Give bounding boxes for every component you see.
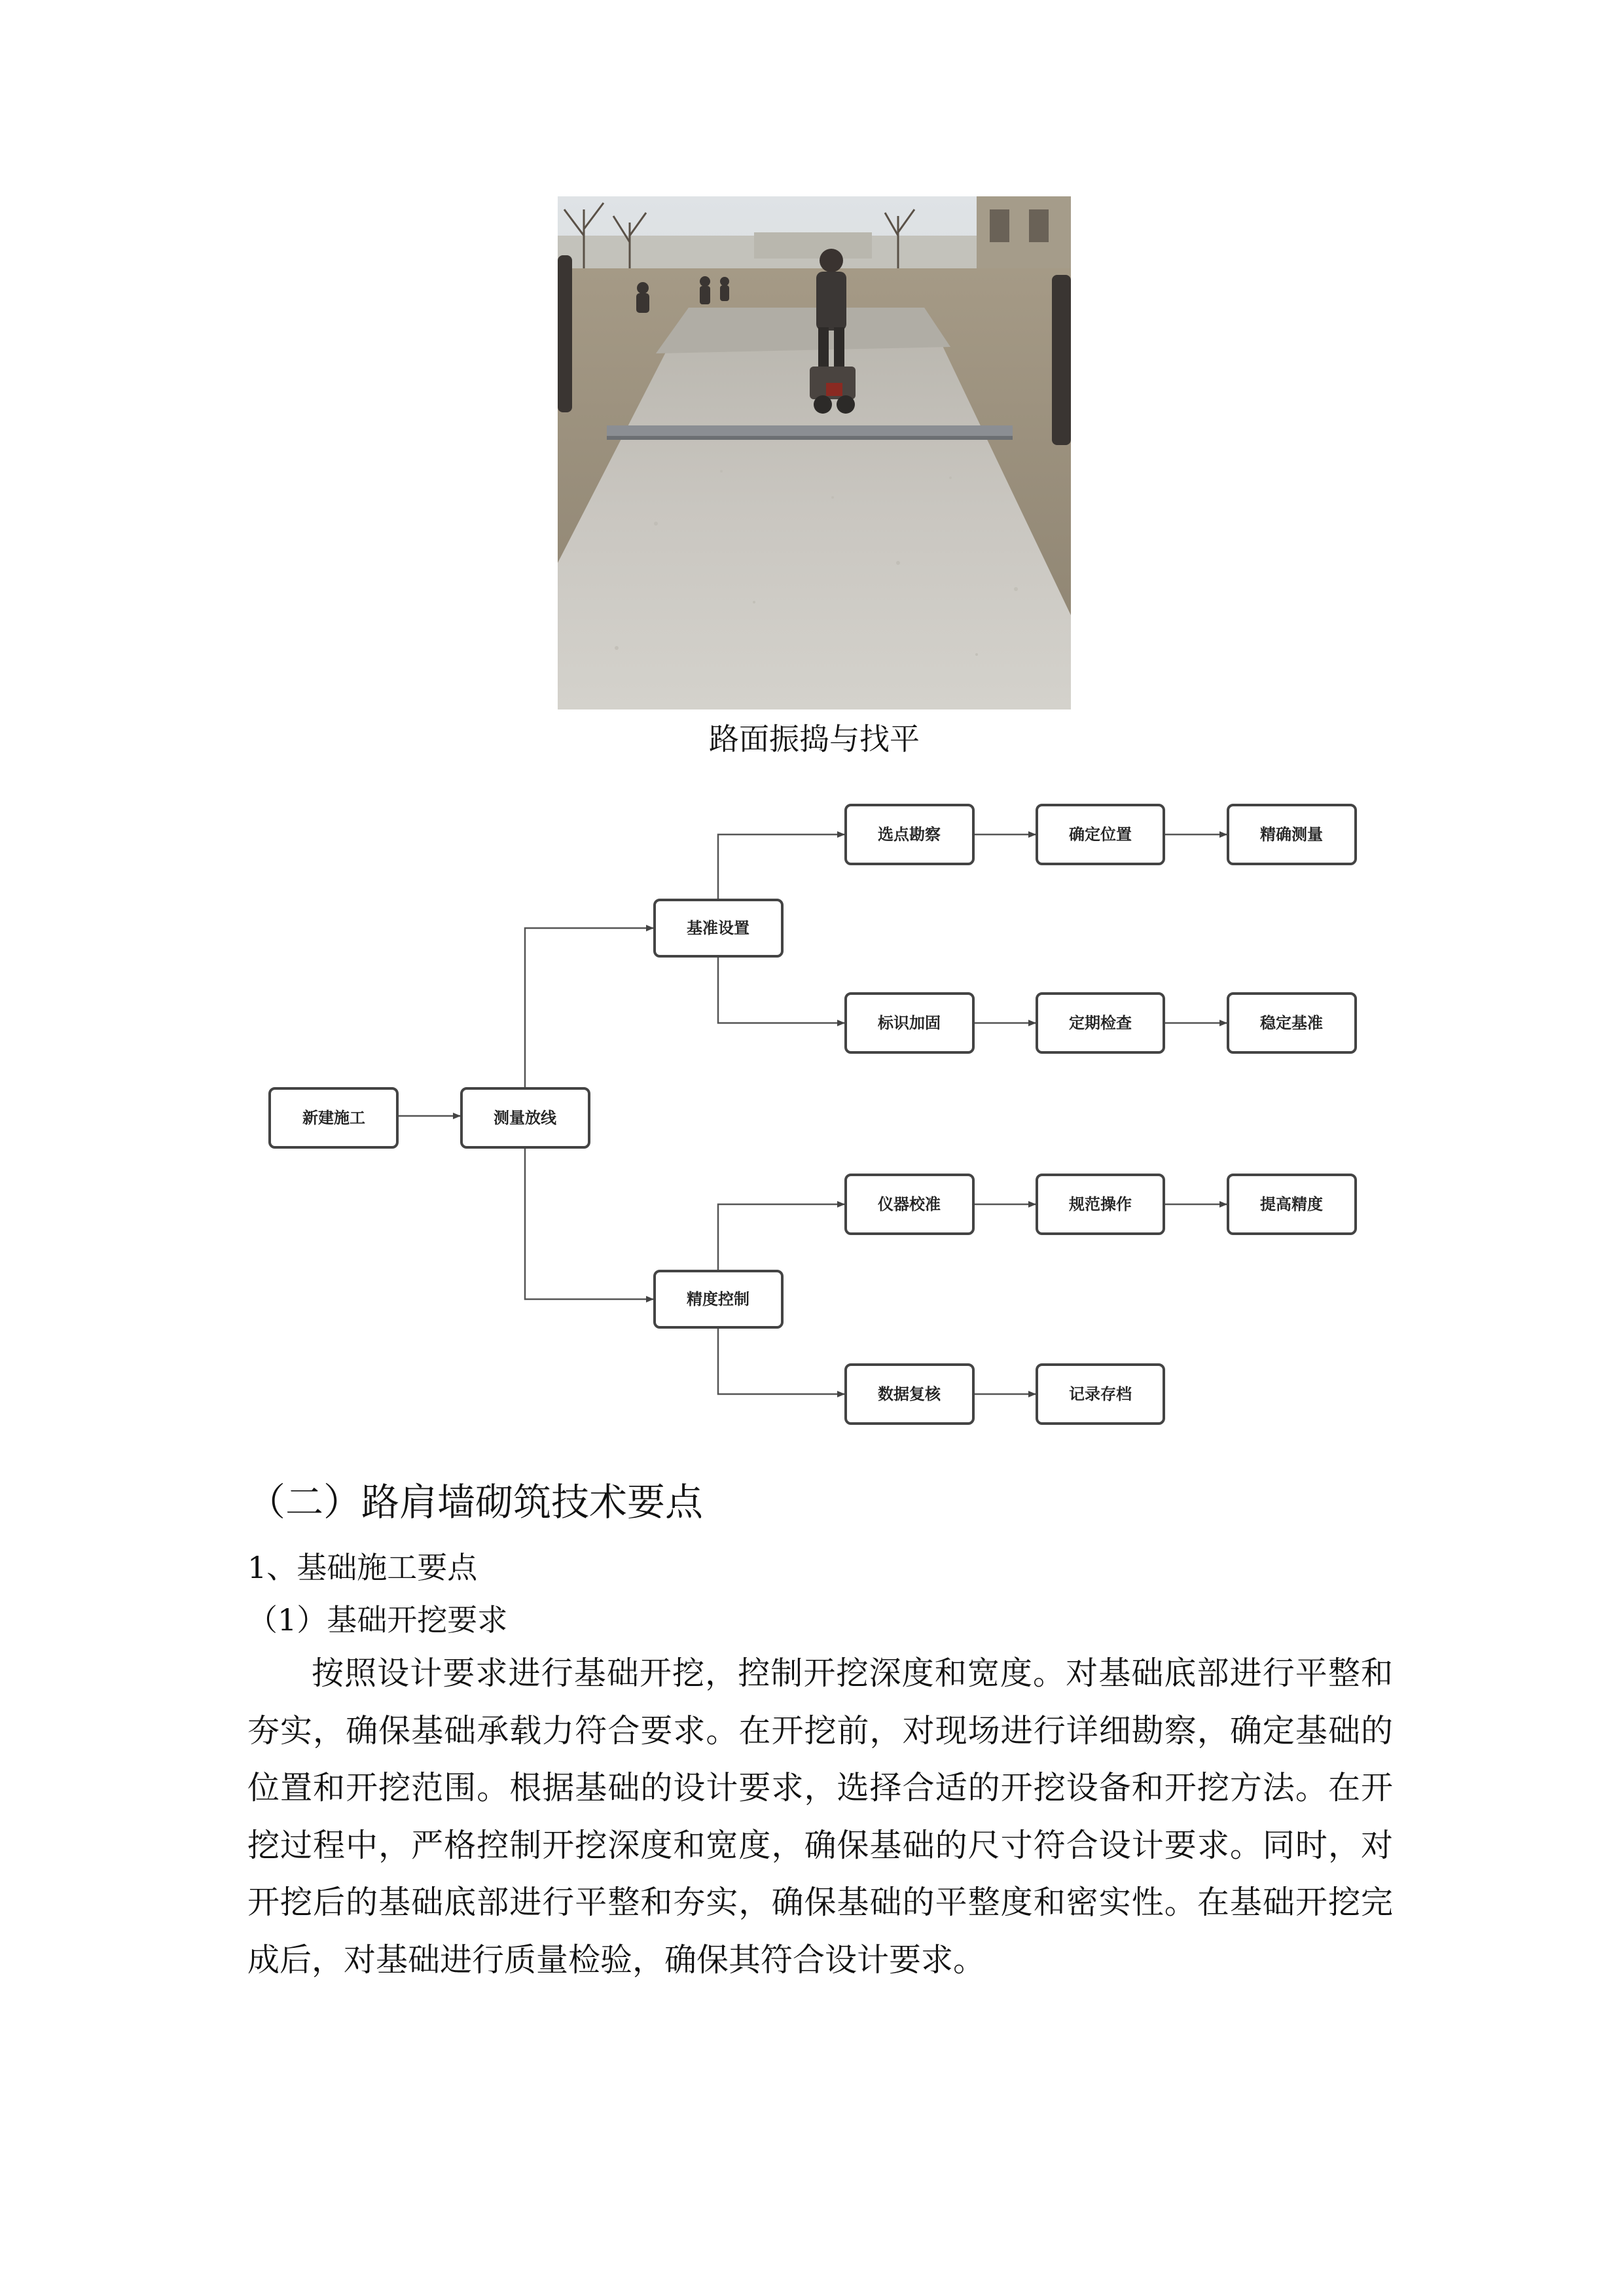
node-p5-label: 记录存档 (1069, 1385, 1132, 1403)
flowchart (262, 785, 1375, 1453)
node-precision-label: 精度控制 (687, 1290, 749, 1308)
connector-survey-benchmark (525, 928, 653, 1088)
connector-benchmark-b4 (718, 956, 844, 1023)
subheading-foundation: 1、基础施工要点 (247, 1550, 478, 1585)
connector-precision-p1 (718, 1204, 844, 1271)
node-b3-label: 精确测量 (1260, 825, 1323, 844)
node-p4-label: 数据复核 (878, 1385, 941, 1403)
node-root-label: 新建施工 (302, 1109, 365, 1127)
node-b6-label: 稳定基准 (1260, 1014, 1323, 1032)
connector-benchmark-b1 (718, 834, 844, 900)
node-b4-label: 标识加固 (878, 1014, 941, 1032)
node-p3-label: 提高精度 (1260, 1195, 1323, 1213)
section-heading: （二）路肩墙砌筑技术要点 (247, 1480, 704, 1524)
connector-precision-p4 (718, 1327, 844, 1394)
node-survey-label: 测量放线 (494, 1109, 556, 1127)
node-p1-label: 仪器校准 (878, 1195, 941, 1213)
node-b1-label: 选点勘察 (878, 825, 941, 844)
flowchart-diagram (262, 785, 1375, 1453)
subheading-excavation: （1）基础开挖要求 (247, 1602, 508, 1638)
node-benchmark-label: 基准设置 (687, 919, 749, 937)
connector-survey-precision (525, 1144, 653, 1299)
node-b2-label: 确定位置 (1069, 825, 1132, 844)
concrete-paving-photo-icon (558, 196, 1071, 709)
paving-photo (558, 196, 1071, 709)
node-p2-label: 规范操作 (1069, 1195, 1132, 1213)
node-b5-label: 定期检查 (1069, 1014, 1132, 1032)
body-paragraph: 按照设计要求进行基础开挖，控制开挖深度和宽度。对基础底部进行平整和夯实，确保基础承载力符合要求。在开挖前，对现场进行详细勘察，确定基础的位置和开挖范围。根据基础的设计要求，选择合适的开挖设备和开挖方法。在开挖过程中，严格控制开挖深度和宽度，确保基础的尺寸符合设计要求。同时，对开挖后的基础底部进行平整和夯实，确保基础的平整度和密实性。在基础开挖完成后，对基础进行质量检验，确保其符合设计要求。 (247, 1655, 1393, 1979)
photo-caption: 路面振捣与找平 (709, 721, 920, 757)
